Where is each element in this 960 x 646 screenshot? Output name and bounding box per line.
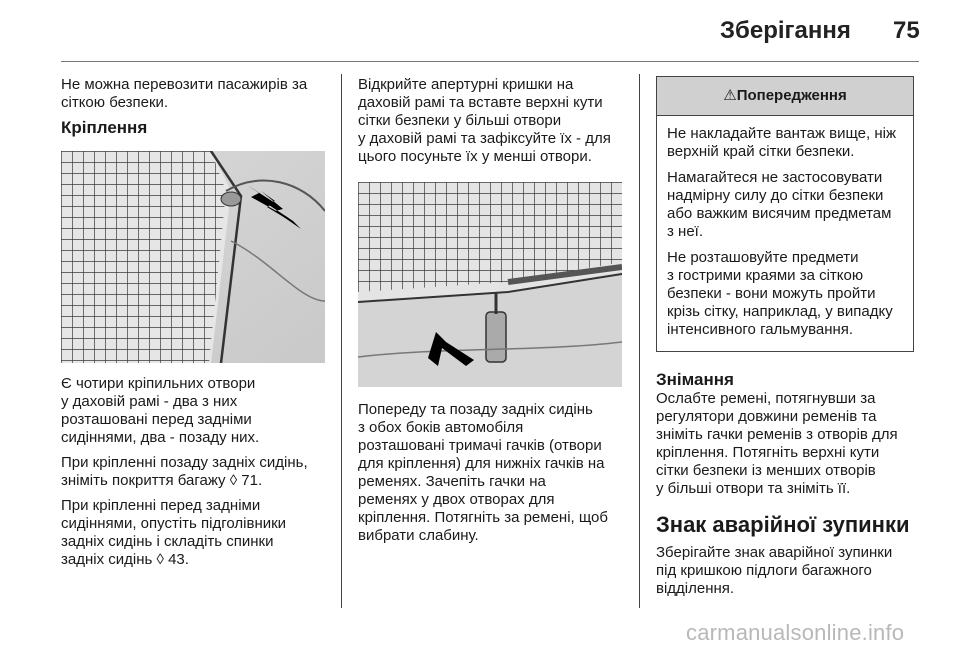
warning-item: Намагайтеся не застосовувати надмірну силу до сітки безпеки або важким висячим предметам з неї. <box>667 169 892 240</box>
page-number: 75 <box>893 17 920 44</box>
warning-item: Не накладайте вантаж вище, ніж верхній край сітки безпеки. <box>667 125 896 160</box>
in-front-seats-text: При кріпленні перед задніми сидіннями, опустіть підголівники задніх сидінь і складіть спинки задніх сидінь ◊ 43. <box>61 497 287 568</box>
column-divider-2 <box>639 74 640 608</box>
lower-hook-illustration <box>358 182 622 387</box>
hook-holders-text: Попереду та позаду задніх сидінь з обох боків автомобіля розташовані тримачі гачків (отвори для кріплення) для нижніх гачків на ременях. Зачепіть гачки на ременях у двох отворах для кріплення. Потягніть за ремені, щоб вибрати слабину. <box>358 401 608 544</box>
insert-corners-text: Відкрийте апертурні кришки на даховій рамі та вставте верхні кути сітки безпеки у більші отвори у даховій рамі та зафіксуйте їх - для цього посуньте їх у менші отвори. <box>358 76 611 165</box>
column-1 <box>61 76 333 576</box>
intro-text: Не можна перевозити пасажирів за сіткою безпеки. <box>61 76 308 111</box>
column-2 <box>358 76 632 552</box>
net-mounting-illustration <box>61 151 325 363</box>
warning-triangle-text: Зберігайте знак аварійної зупинки під кришкою підлоги багажного відділення. <box>656 544 893 597</box>
warning-triangle-heading: Знак аварійної зупинки <box>656 512 910 537</box>
mounting-heading: Кріплення <box>61 118 148 137</box>
header-divider <box>61 61 919 62</box>
column-divider-1 <box>341 74 342 608</box>
warning-title: ⚠Попередження <box>657 77 913 116</box>
removal-text: Ослабте ремені, потягнувши за регулятори довжини ременів та зніміть гачки ременів з отворів для кріплення. Потягніть верхні кути сітки безпеки із менших отворів у більші отвори та зніміть її. <box>656 390 898 497</box>
warning-item: Не розташовуйте предмети з гострими краями за сіткою безпеки - вони можуть пройти крізь сітку, наприклад, у випадку інтенсивного гальмування. <box>667 249 893 338</box>
warning-box <box>656 76 914 352</box>
watermark: carmanualsonline.info <box>686 620 905 645</box>
removal-heading: Знімання <box>656 370 734 389</box>
mounting-holes-text: Є чотири кріпильних отвори у даховій рамі - два з них розташовані перед задніми сидіннями, два - позаду них. <box>61 375 260 446</box>
section-title: Зберігання <box>720 17 851 44</box>
behind-seats-text: При кріпленні позаду задніх сидінь, зніміть покриття багажу ◊ 71. <box>61 454 308 489</box>
column-3 <box>656 76 920 605</box>
